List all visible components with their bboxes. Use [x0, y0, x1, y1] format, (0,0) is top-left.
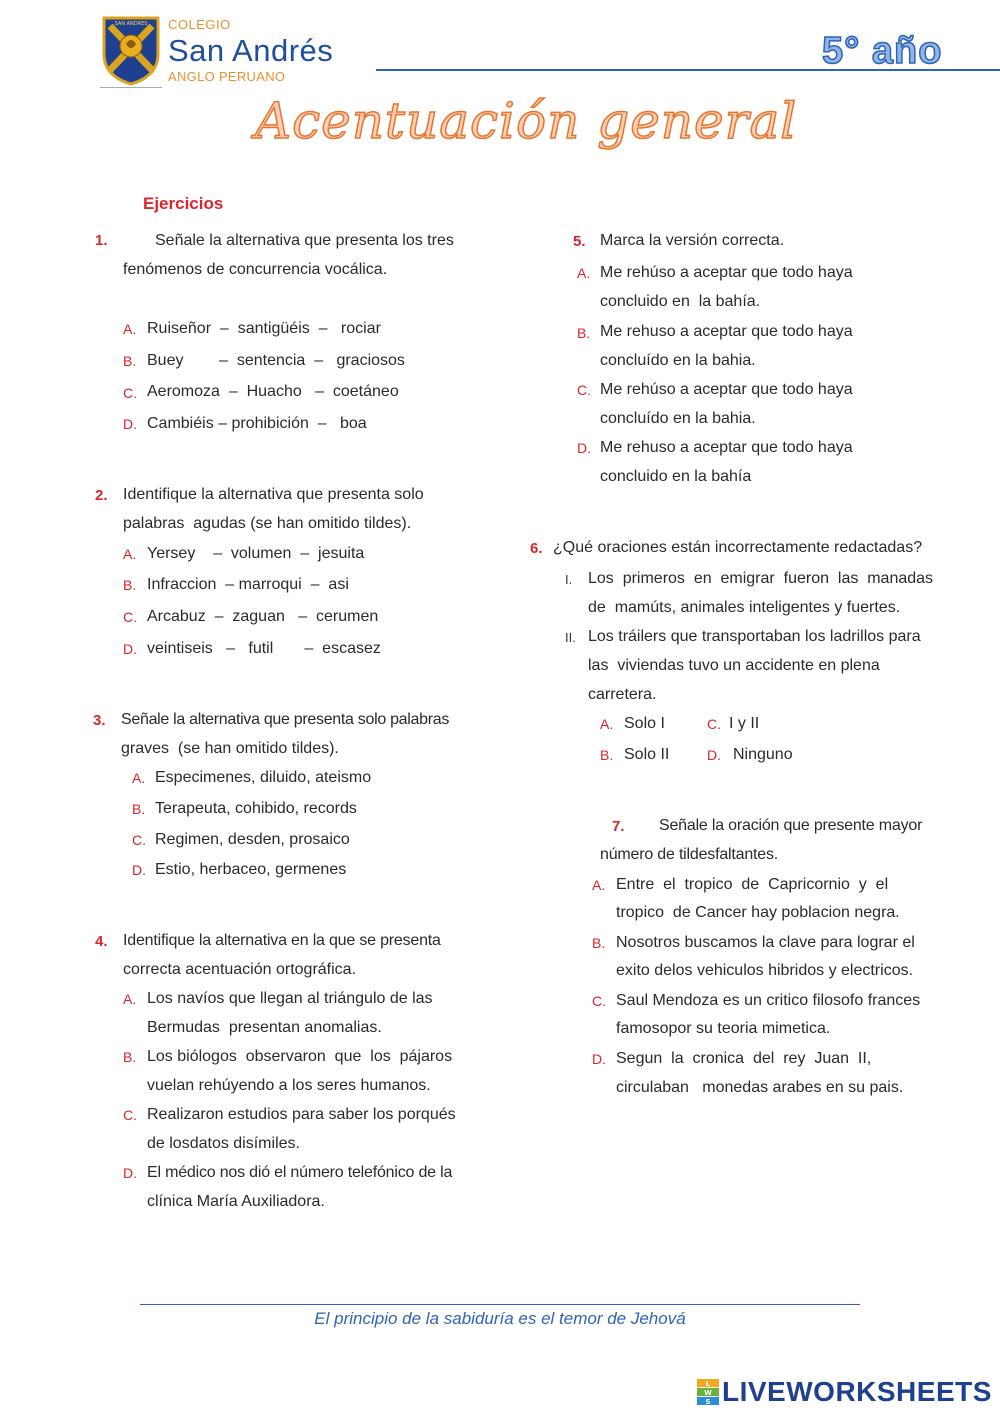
- statement-text: carretera.: [588, 686, 657, 703]
- option-letter: B.: [592, 935, 606, 951]
- brand-mark-letter: S: [705, 1398, 711, 1405]
- option-letter: B.: [577, 325, 591, 341]
- option-text: Arcabuz – zaguan – cerumen: [147, 608, 379, 625]
- question-text: Señale la alternativa que presenta los tres: [155, 232, 454, 249]
- option-text: Bermudas presentan anomalias.: [147, 1019, 382, 1036]
- option-letter: D.: [123, 416, 137, 432]
- option-text: Buey – sentencia – graciosos: [147, 352, 405, 369]
- statement-numeral: II.: [565, 630, 576, 645]
- option-letter: B.: [600, 747, 614, 763]
- question-text: Identifique la alternativa en la que se presenta: [123, 932, 441, 949]
- option-text: Saul Mendoza es un critico filosofo frances: [616, 992, 921, 1009]
- question-text: Identifique la alternativa que presenta solo: [123, 486, 424, 503]
- option-text: Entre el tropico de Capricornio y el: [616, 876, 889, 893]
- question-text: graves (se han omitido tildes).: [121, 740, 339, 757]
- question-number: 1.: [95, 232, 108, 249]
- option-text: Aeromoza – Huacho – coetáneo: [147, 383, 399, 400]
- option-text: famosopor su teoria mimetica.: [616, 1020, 831, 1037]
- option-text: Me rehuso a aceptar que todo haya: [600, 323, 853, 340]
- option-text: El médico nos dió el número telefónico de la: [147, 1164, 453, 1181]
- question-text: fenómenos de concurrencia vocálica.: [123, 261, 388, 278]
- option-letter: A.: [577, 265, 591, 281]
- question-number: 3.: [93, 712, 106, 729]
- option-text: Cambiéis – prohibición – boa: [147, 415, 367, 432]
- option-text: Me rehuso a aceptar que todo haya: [600, 439, 853, 456]
- option-letter: B.: [132, 801, 146, 817]
- statement-text: de mamúts, animales inteligentes y fuertes.: [588, 599, 901, 616]
- option-text: Solo II: [624, 746, 670, 763]
- logo-underline: [100, 87, 162, 88]
- option-text: vuelan rehúyendo a los seres humanos.: [147, 1077, 431, 1094]
- option-text: Los navíos que llegan al triángulo de las: [147, 990, 433, 1007]
- question-text: Marca la versión correcta.: [600, 232, 785, 249]
- question-text: Señale la alternativa que presenta solo palabras: [121, 711, 450, 728]
- option-letter: C.: [123, 1107, 137, 1123]
- option-text: circulaban monedas arabes en su pais.: [616, 1079, 904, 1096]
- option-text: Ninguno: [733, 746, 793, 763]
- option-letter: D.: [123, 641, 137, 657]
- question-text: correcta acentuación ortográfica.: [123, 961, 357, 978]
- option-letter: D.: [577, 440, 591, 456]
- option-letter: B.: [123, 577, 137, 593]
- school-crest-logo: [100, 14, 162, 86]
- option-letter: D.: [123, 1165, 137, 1181]
- footer-quote: El principio de la sabiduría es el temor de Jehová: [314, 1309, 686, 1328]
- option-letter: A.: [592, 877, 606, 893]
- option-text: Terapeuta, cohibido, records: [155, 800, 357, 817]
- statement-text: las viviendas tuvo un accidente en plena: [588, 657, 880, 674]
- option-text: concluido en la bahía.: [600, 293, 761, 310]
- question-text: palabras agudas (se han omitido tildes).: [123, 515, 412, 532]
- option-text: Solo I: [624, 715, 665, 732]
- option-text: clínica María Auxiliadora.: [147, 1193, 325, 1210]
- liveworksheets-icon: [697, 1379, 719, 1405]
- page-title: Acentuación general: [255, 92, 798, 150]
- option-letter: C.: [123, 385, 137, 401]
- option-text: Regimen, desden, prosaico: [155, 831, 350, 848]
- option-text: Realizaron estudios para saber los porqués: [147, 1106, 456, 1123]
- svg-text:SAN ANDRES: SAN ANDRES: [114, 21, 148, 27]
- brand-mark-letter: L: [705, 1380, 711, 1388]
- option-letter: C.: [123, 609, 137, 625]
- question-number: 2.: [95, 487, 108, 504]
- option-text: de losdatos disímiles.: [147, 1135, 300, 1152]
- question-number: 7.: [612, 818, 625, 835]
- option-text: Me rehúso a aceptar que todo haya: [600, 264, 853, 281]
- question-text: ¿Qué oraciones están incorrectamente redactadas?: [553, 539, 923, 556]
- footer-divider: [140, 1304, 860, 1305]
- option-text: veintiseis – futil – escasez: [147, 640, 381, 657]
- question-text: Señale la oración que presente mayor: [659, 817, 923, 834]
- option-text: Infraccion – marroqui – asi: [147, 576, 349, 593]
- option-text: concluído en la bahia.: [600, 352, 756, 369]
- option-text: tropico de Cancer hay poblacion negra.: [616, 904, 900, 921]
- statement-text: Los primeros en emigrar fueron las manadas: [588, 570, 934, 587]
- option-letter: C.: [132, 832, 146, 848]
- question-text: número de tildesfaltantes.: [600, 846, 779, 863]
- brand-mark-letter: W: [704, 1389, 712, 1397]
- option-text: Estio, herbaceo, germenes: [155, 861, 347, 878]
- option-letter: A.: [600, 716, 614, 732]
- option-letter: C.: [707, 716, 721, 732]
- option-letter: D.: [592, 1051, 606, 1067]
- option-letter: A.: [132, 770, 146, 786]
- option-letter: A.: [123, 321, 137, 337]
- option-letter: B.: [123, 353, 137, 369]
- option-text: I y II: [729, 715, 760, 732]
- option-letter: D.: [707, 747, 721, 763]
- option-letter: A.: [123, 546, 137, 562]
- option-letter: C.: [592, 993, 606, 1009]
- option-text: Me rehúso a aceptar que todo haya: [600, 381, 853, 398]
- school-subtitle: ANGLO PERUANO: [168, 69, 286, 84]
- option-text: Yersey – volumen – jesuita: [147, 545, 365, 562]
- option-text: exito delos vehiculos hibridos y electricos.: [616, 962, 914, 979]
- section-heading: Ejercicios: [143, 194, 224, 213]
- option-text: Ruiseñor – santigüéis – rociar: [147, 320, 381, 337]
- school-label-small: COLEGIO: [168, 17, 231, 32]
- option-text: Especimenes, diluido, ateismo: [155, 769, 372, 786]
- option-text: concluído en la bahia.: [600, 410, 756, 427]
- option-text: concluido en la bahía: [600, 468, 752, 485]
- option-letter: A.: [123, 991, 137, 1007]
- question-number: 6.: [530, 540, 543, 557]
- grade-label: 5° año: [822, 30, 943, 72]
- option-letter: B.: [123, 1049, 137, 1065]
- option-letter: D.: [132, 862, 146, 878]
- question-number: 5.: [573, 233, 586, 250]
- option-text: Nosotros buscamos la clave para lograr el: [616, 934, 915, 951]
- option-text: Los biólogos observaron que los pájaros: [147, 1048, 453, 1065]
- option-text: Segun la cronica del rey Juan II,: [616, 1050, 872, 1067]
- school-name: San Andrés: [168, 33, 334, 68]
- statement-numeral: I.: [565, 572, 573, 587]
- statement-text: Los tráilers que transportaban los ladrillos para: [588, 628, 921, 645]
- question-number: 4.: [95, 933, 108, 950]
- liveworksheets-brand[interactable]: LIVEWORKSHEETS: [722, 1376, 992, 1407]
- option-letter: C.: [577, 382, 591, 398]
